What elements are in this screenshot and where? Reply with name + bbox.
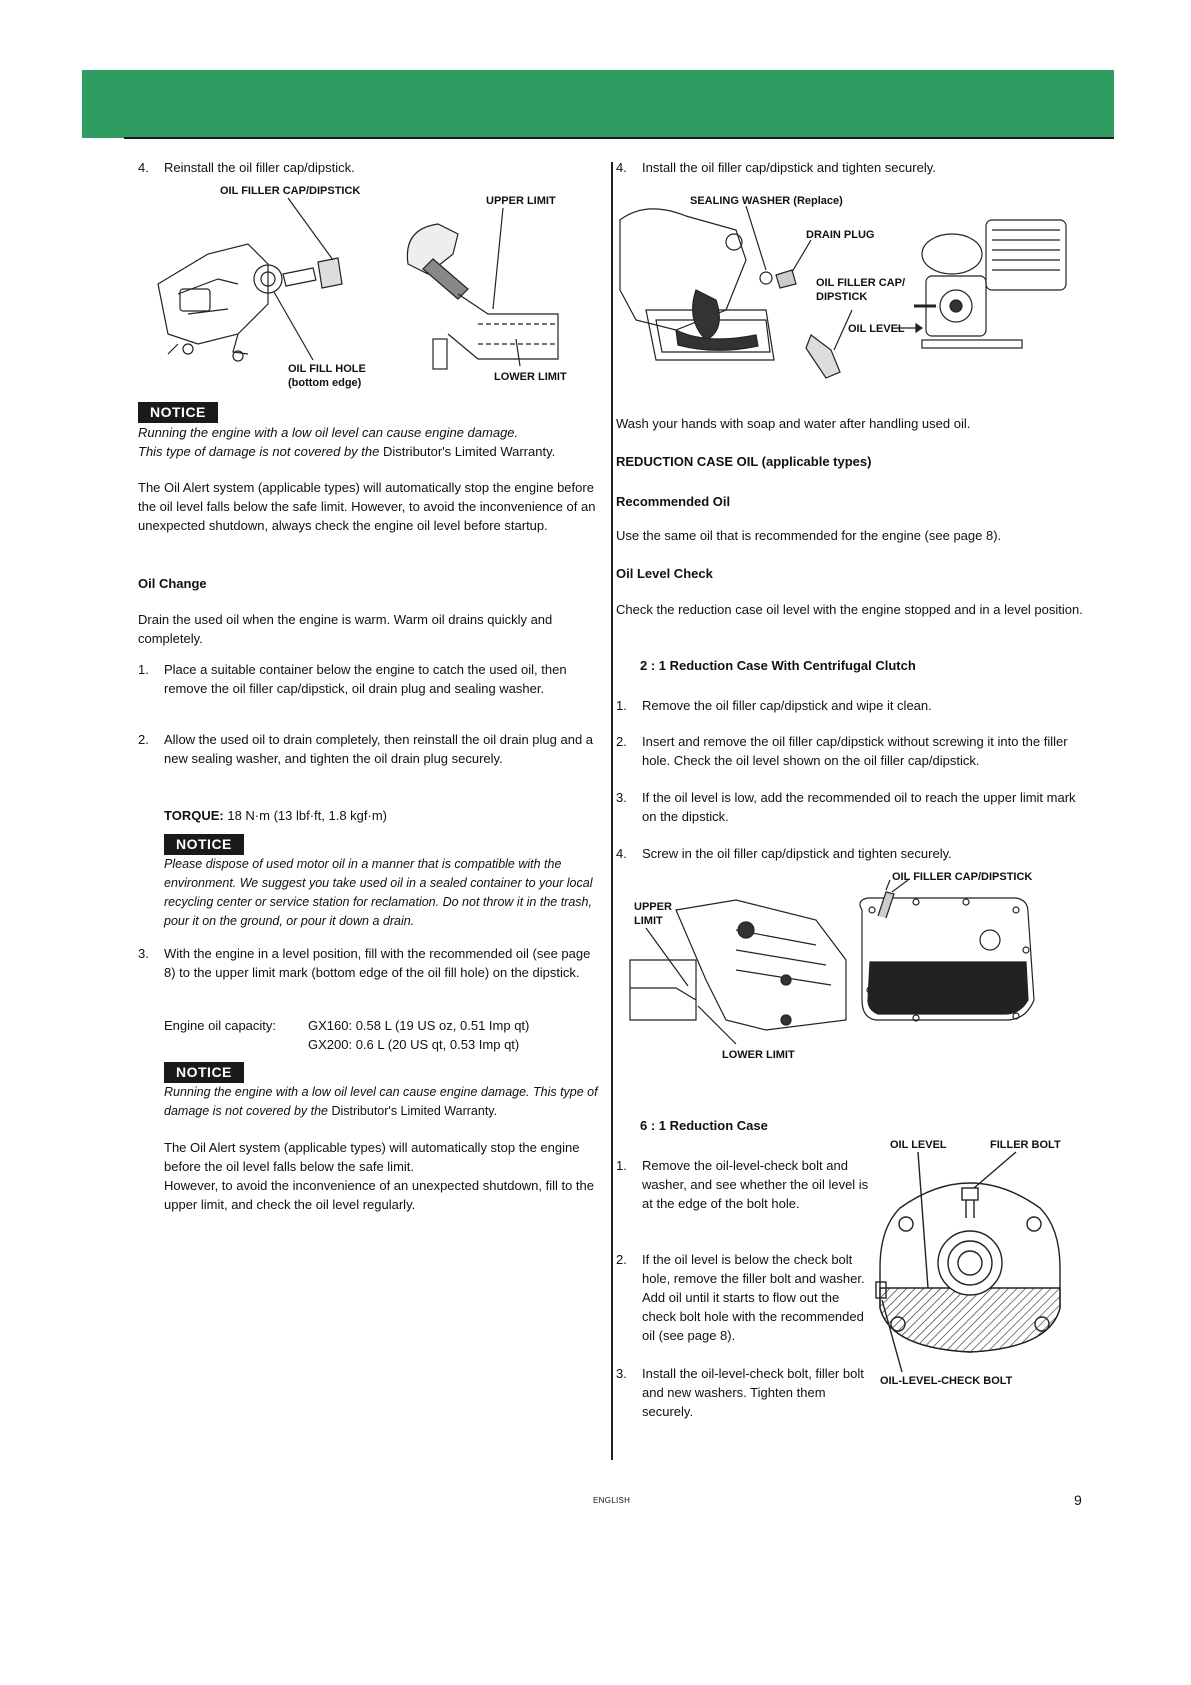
- column-divider: [611, 162, 613, 1460]
- callout-drain-plug: DRAIN PLUG: [806, 229, 875, 241]
- callout-dipstick: DIPSTICK: [816, 291, 868, 303]
- oil-change-intro: Drain the used oil when the engine is warm. Warm oil drains quickly and completely.: [138, 612, 553, 646]
- notice-box-2: [164, 834, 604, 931]
- callout-oil-filler-cap: OIL FILLER CAP/: [816, 277, 906, 289]
- callout-oil-filler-cap: OIL FILLER CAP/DIPSTICK: [220, 185, 361, 197]
- notice-box-3: [164, 1062, 604, 1121]
- callout-sealing-washer: SEALING WASHER (Replace): [690, 195, 843, 207]
- reduction-6-1-illustration: [870, 1138, 1084, 1398]
- recommended-oil-text: Use the same oil that is recommended for the engine (see page 8).: [616, 528, 1002, 543]
- callout-oil-fill-hole-sub: (bottom edge): [288, 377, 362, 389]
- callout-oil-level: OIL LEVEL: [848, 323, 905, 335]
- reduction-case-heading: REDUCTION CASE OIL (applicable types): [616, 454, 872, 469]
- callout-oil-level: OIL LEVEL: [890, 1139, 947, 1151]
- callout-lower-limit: LOWER LIMIT: [494, 371, 567, 383]
- notice-warranty-line: This type of damage is not covered by the Distributor's Limited Warranty.: [138, 444, 556, 459]
- callout-oil-fill-hole: OIL FILL HOLE: [288, 363, 366, 375]
- notice-label: NOTICE: [164, 1062, 244, 1083]
- engine-oil-capacity: Engine oil capacity: GX160: 0.58 L (19 US oz, 0.51 Imp qt) GX200: 0.6 L (20 US qt, 0.53 Imp qt): [164, 1018, 530, 1052]
- reduction-2-1-figure: [616, 870, 1084, 1070]
- torque-spec: TORQUE: 18 N·m (13 lbf·ft, 1.8 kgf·m): [164, 808, 387, 823]
- wash-hands-text: Wash your hands with soap and water after handling used oil.: [616, 416, 971, 431]
- callout-oil-level-check-bolt: OIL-LEVEL-CHECK BOLT: [880, 1375, 1013, 1387]
- notice-label: NOTICE: [164, 834, 244, 855]
- notice-text: Running the engine with a low oil level can cause engine damage.: [138, 425, 519, 440]
- oil-change-heading: Oil Change: [138, 576, 207, 591]
- notice-text: Running the engine with a low oil level can cause engine damage. This type of damage is not covered by the Distributor's Limited Warranty.: [164, 1085, 598, 1118]
- header-rule: [124, 137, 1114, 139]
- oil-alert-paragraph: The Oil Alert system (applicable types) will automatically stop the engine before the oil level falls below the safe limit. However, to avoid the inconvenience of an unexpected shutdown, always check the engine oil level before startup.: [138, 480, 596, 533]
- callout-filler-bolt: FILLER BOLT: [990, 1139, 1061, 1151]
- footer-language: ENGLISH: [593, 1496, 631, 1505]
- page-number: 9: [1074, 1492, 1082, 1508]
- oil-drain-figure: [616, 180, 1084, 390]
- notice-label: NOTICE: [138, 402, 218, 423]
- notice-text: Please dispose of used motor oil in a manner that is compatible with the environment. We suggest you take used oil in a sealed container to your local recycling center or service station for reclamation. Do not throw it in the trash, pour it on the ground, or pour it down a drain.: [164, 857, 593, 928]
- oil-drain-illustration: [616, 180, 1084, 390]
- engine-dipstick-illustration: [138, 184, 604, 394]
- step-number: 4.: [138, 160, 149, 175]
- callout-upper: UPPER: [634, 901, 672, 913]
- callout-upper-limit: UPPER LIMIT: [486, 195, 556, 207]
- oil-level-check-heading: Oil Level Check: [616, 566, 713, 581]
- header-banner: [82, 70, 1114, 138]
- dipstick-figure: [138, 184, 604, 394]
- oil-alert-paragraph-2: The Oil Alert system (applicable types) will automatically stop the engine before the oil level falls below the safe limit. However, to avoid the inconvenience of an unexpected shutdown, fill to the upper limit, and check the oil level regularly.: [164, 1140, 595, 1212]
- callout-lower-limit: LOWER LIMIT: [722, 1049, 795, 1061]
- recommended-oil-heading: Recommended Oil: [616, 494, 731, 509]
- reduction-2-1-illustration: [616, 870, 1084, 1070]
- notice-box-1: [138, 402, 604, 461]
- oil-level-check-text: Check the reduction case oil level with the engine stopped and in a level position.: [616, 602, 1083, 617]
- step-text: Reinstall the oil filler cap/dipstick.: [164, 160, 355, 175]
- reduction-2-1-heading: 2 : 1 Reduction Case With Centrifugal Clutch: [640, 658, 916, 673]
- callout-limit: LIMIT: [634, 915, 663, 927]
- reduction-6-1-figure: [870, 1138, 1084, 1398]
- callout-oil-filler-cap: OIL FILLER CAP/DIPSTICK: [892, 871, 1033, 883]
- reduction-6-1-heading: 6 : 1 Reduction Case: [640, 1118, 768, 1133]
